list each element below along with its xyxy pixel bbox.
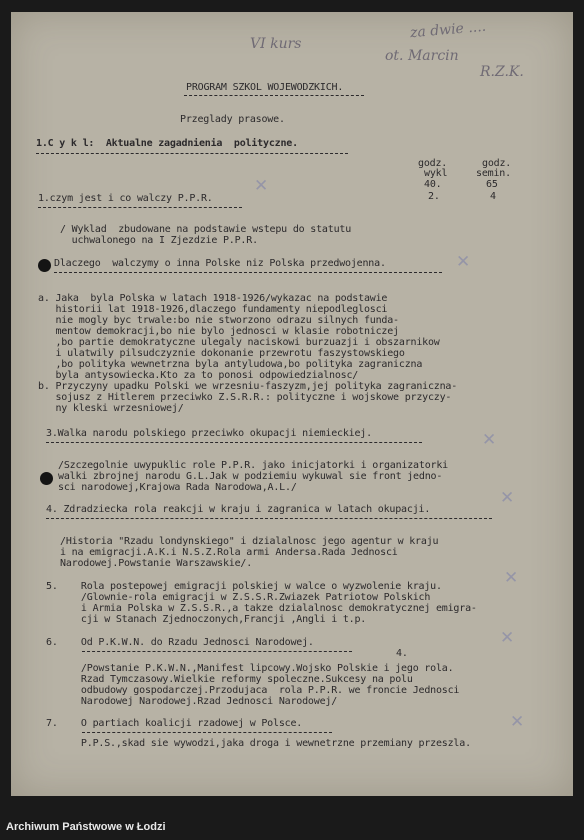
text-line: i Armia Polska w Z.S.S.R.,a takze dzialalnosc demokratycznej emigra- [46,603,477,614]
text-line: mentow demokracji,bo nie bylo jednosci w klasie robotniczej [38,326,399,337]
handwritten-course-note: VI kurs [250,36,302,52]
text-line: sci narodowej,Krajowa Rada Narodowa,A.L./ [58,482,297,493]
hours-lecture-total: 40. [424,179,442,190]
text-line: nie mogly byc trwale:bo nie stworzono odrazu silnych funda- [38,315,399,326]
check-mark: ✕ [510,712,525,732]
topic-5-title: 5. Rola postepowej emigracji polskiej w walce o wyzwolenie kraju. [46,581,442,592]
text-line: i ulatwily pilsudczyznie dokonanie przewrotu faszystowskiego [38,348,405,359]
handwritten-note-1: za dwie .... [409,18,487,42]
page-subtitle: Przeglady prasowe. [180,114,285,125]
text-line: historii lat 1918-1926,dlaczego fundamenty niepodleglosci [38,304,388,315]
text-line: / Wyklad zbudowane na podstawie wstepu do statutu [60,224,352,235]
text-line: Narodowej Narodowej.Rzad Jednosci Narodowej/ [46,696,338,707]
check-mark: ✕ [456,252,471,272]
text-line: sojusz z Hitlerem przeciwko Z.S.R.R.: polityczne i wojskowe przyczy- [38,392,452,403]
text-line: /Historia "Rzadu londynskiego" i dzialalnosc jego agentur w kraju [60,536,439,547]
punch-hole [38,259,51,272]
topic-underline [82,651,352,652]
text-line: uchwalonego na I Zjezdzie P.P.R. [60,235,258,246]
cycle-underline [36,153,348,154]
text-line: ,bo partie demokratyczne ulegaly naciskowi burzuazji i obszarnikow [38,337,440,348]
hours-seminar-sub: semin. [476,168,511,179]
title-underline [184,95,364,96]
hours-lecture-1: 2. [428,191,440,202]
text-line: cji w Stanach Zjednoczonych,Francji ,Angli i t.p. [46,614,367,625]
hours-lecture-sub: wykl [424,168,448,179]
topic-4-title: 4. Zdradziecka rola reakcji w kraju i zagranica w latach okupacji. [46,504,431,515]
text-line: /Powstanie P.K.W.N.,Manifest lipcowy.Wojsko Polskie i jego rola. [46,663,454,674]
text-line: i na emigracji.A.K.i N.S.Z.Rola armi Andersa.Rada Jednosci [60,547,398,558]
check-mark: ✕ [482,430,497,450]
check-mark: ✕ [504,568,519,588]
hours-lecture-head: godz. [418,158,448,169]
text-line: ,bo polityka wewnetrzna byla antyludowa,bo polityka zagraniczna [38,359,423,370]
text-line: a. Jaka byla Polska w latach 1918-1926/wykazac na podstawie [38,293,388,304]
page-number: 4. [396,648,408,659]
hours-seminar-head: godz. [482,158,512,169]
punch-hole [40,472,53,485]
text-line: Rzad Tymczasowy.Wielkie reformy spoleczne.Sukcesy na polu [46,674,413,685]
topic-1-title: 1.czym jest i co walczy P.P.R. [38,193,213,204]
topic-underline [54,272,442,273]
text-line: P.P.S.,skad sie wywodzi,jaka droga i wewnetrzne przemiany przeszla. [46,738,471,749]
topic-underline [82,732,332,733]
topic-underline [38,207,242,208]
topic-7-title: 7. O partiach koalicji rzadowej w Polsce. [46,718,303,729]
text-line: b. Przyczyny upadku Polski we wrzesniu-faszyzm,jej polityka zagraniczna- [38,381,458,392]
archive-footer [0,808,584,840]
topic-underline [46,518,492,519]
handwritten-note-2: ot. Marcin [385,48,459,64]
topic-3-title: 3.Walka narodu polskiego przeciwko okupacji niemieckiej. [46,428,372,439]
check-mark: ✕ [254,176,269,196]
topic-underline [46,442,422,443]
check-mark: ✕ [500,628,515,648]
topic-6-title: 6. Od P.K.W.N. do Rzadu Jednosci Narodowej. [46,637,314,648]
topic-2-title: Dlaczego walczymy o inna Polske niz Polska przedwojenna. [54,258,386,269]
cycle-heading: 1.C y k l: Aktualne zagadnienia polityczne. [36,138,298,149]
hours-seminar-total: 65 [486,179,498,190]
text-line: ny kleski wrzesniowej/ [38,403,184,414]
text-line: Narodowej.Powstanie Warszawskie/. [60,558,253,569]
text-line: /Szczegolnie uwypuklic role P.P.R. jako inicjatorki i organizatorki [58,460,448,471]
page-title: PROGRAM SZKOL WOJEWODZKICH. [186,82,344,93]
hours-seminar-1: 4 [490,191,496,202]
text-line: walki zbrojnej narodu G.L.Jak w podziemiu wykuwal sie front jedno- [58,471,443,482]
handwritten-note-3: R.Z.K. [480,64,524,80]
archive-name: Archiwum Państwowe w Łodzi [6,821,166,833]
text-line: byla antysowiecka.Kto za to ponosi odpowiedzialnosc/ [38,370,359,381]
text-line: /Glownie-rola emigracji w Z.S.S.R.Zwiazek Patriotow Polskich [46,592,431,603]
text-line: odbudowy gospodarczej.Przodujaca rola P.P.R. we froncie Jednosci [46,685,460,696]
check-mark: ✕ [500,488,515,508]
